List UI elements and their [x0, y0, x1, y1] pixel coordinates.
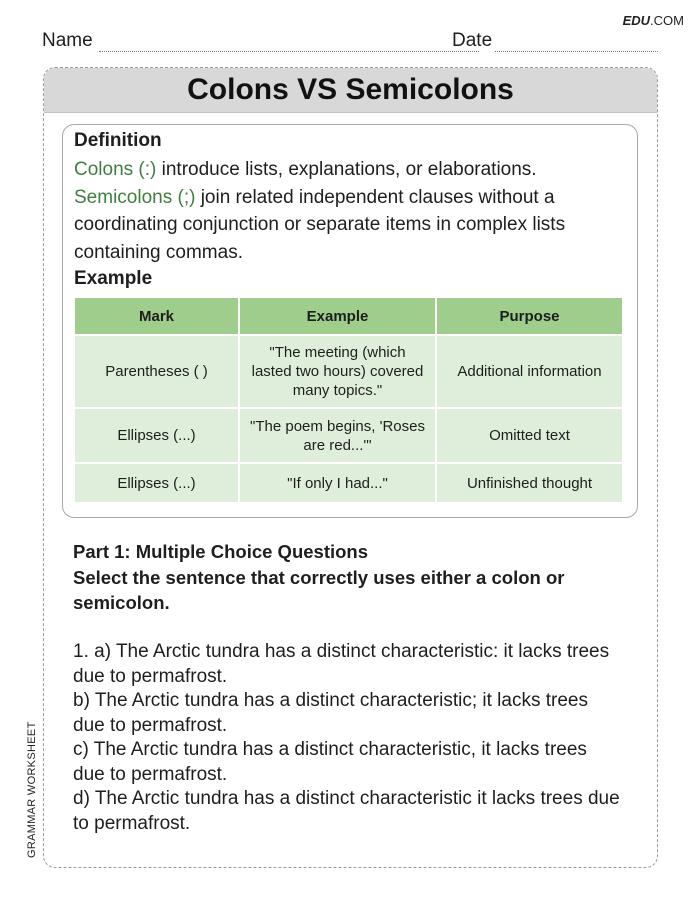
option-c[interactable]: c) The Arctic tundra has a distinct characteristic, it lacks trees due to permafrost. [73, 739, 587, 785]
page-title: Colons VS Semicolons [44, 68, 657, 113]
option-a[interactable]: 1. a) The Arctic tundra has a distinct characteristic: it lacks trees due to permafrost. [73, 641, 610, 687]
table-row [75, 463, 622, 503]
column-header: Example [239, 298, 436, 335]
brand-name: EDU [622, 13, 651, 28]
date-field[interactable] [495, 51, 658, 52]
example-table [75, 298, 622, 504]
colon-term: Colons (:) [74, 159, 157, 180]
option-d[interactable]: d) The Arctic tundra has a distinct characteristic it lacks trees due to permafrost. [73, 788, 620, 834]
question-1 [73, 640, 623, 836]
semicolon-text: join related independent clauses without a coordinating conjunction or separate items in complex lists containing commas. [74, 186, 566, 263]
example-heading: Example [74, 268, 153, 289]
table-cell: "If only I had..." [239, 463, 436, 503]
option-b[interactable]: b) The Arctic tundra has a distinct characteristic; it lacks trees due to permafrost. [73, 690, 588, 736]
table-cell: Ellipses (...) [75, 408, 239, 463]
name-field[interactable] [99, 51, 479, 52]
column-header: Purpose [436, 298, 622, 335]
table-cell: Omitted text [436, 408, 622, 463]
table-cell: Additional information [436, 335, 622, 408]
side-label: GRAMMAR WORKSHEET [26, 721, 38, 858]
table-cell: "The meeting (which lasted two hours) covered many topics." [239, 335, 436, 408]
table-cell: Unfinished thought [436, 463, 622, 503]
worksheet [43, 67, 658, 868]
name-date-row [42, 30, 658, 54]
colon-text: introduce lists, explanations, or elaborations. [156, 159, 537, 180]
instruction-text: Select the sentence that correctly uses either a colon or semicolon. [73, 567, 565, 613]
name-label: Name [42, 30, 93, 51]
definition-text [74, 156, 624, 266]
date-label: Date [452, 30, 493, 51]
table-header-row [75, 298, 622, 335]
table-cell: Ellipses (...) [75, 463, 239, 503]
semicolon-definition [74, 184, 624, 267]
colon-definition [74, 156, 624, 184]
brand-suffix: .COM [650, 13, 684, 28]
brand-logo [623, 13, 684, 28]
column-header: Mark [75, 298, 239, 335]
table-row [75, 335, 622, 408]
definition-box [62, 124, 638, 518]
definition-heading: Definition [74, 130, 162, 151]
part-heading: Part 1: Multiple Choice Questions [73, 541, 369, 562]
table-cell: "The poem begins, 'Roses are red...'" [239, 408, 436, 463]
table-row [75, 408, 622, 463]
semicolon-term: Semicolons (;) [74, 186, 196, 208]
table-cell: Parentheses ( ) [75, 335, 239, 408]
